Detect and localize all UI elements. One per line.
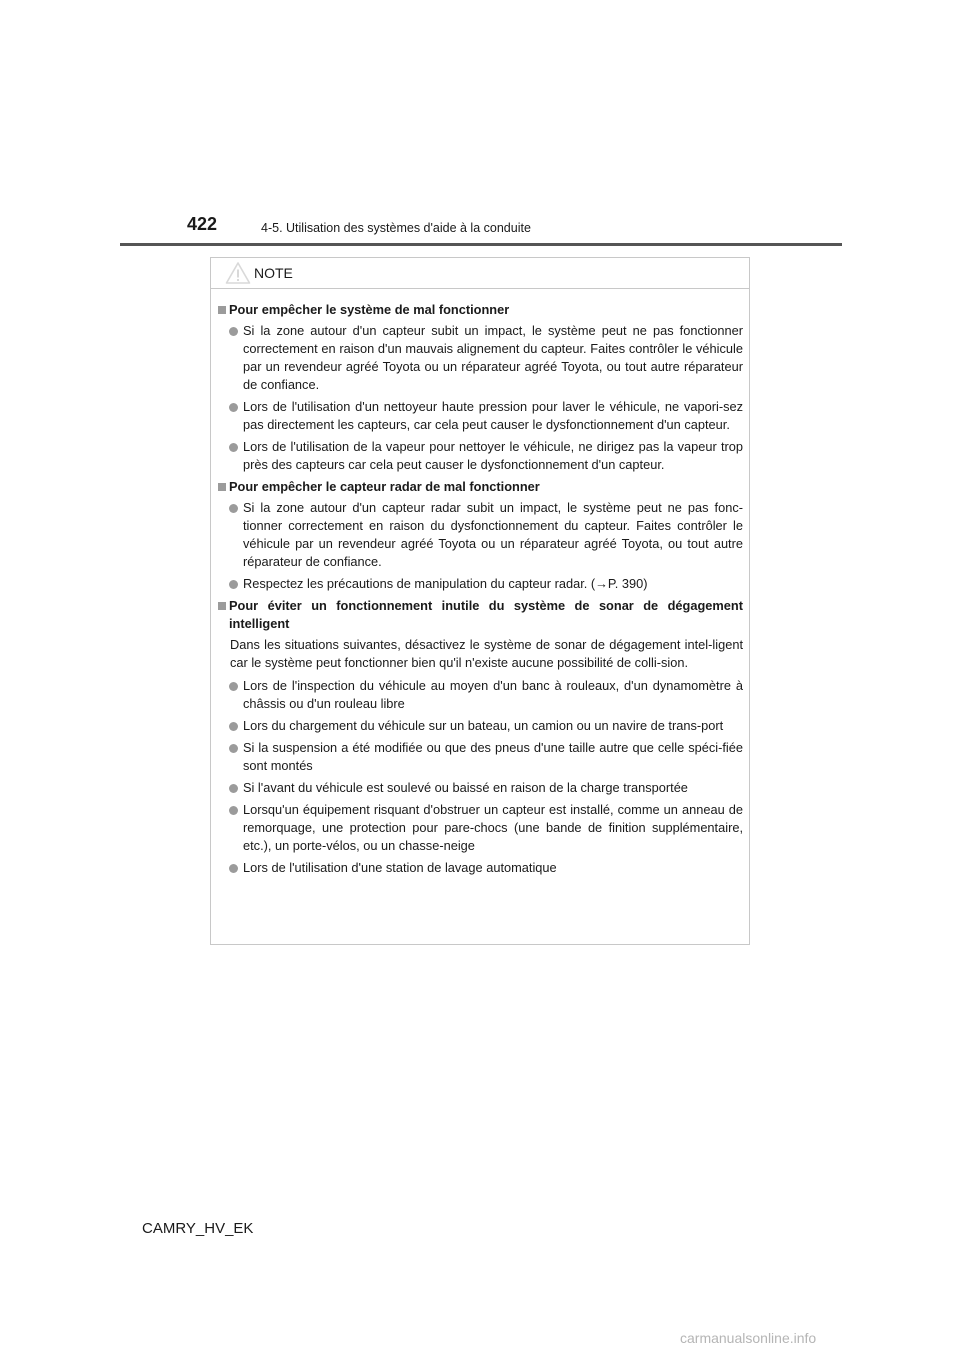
list-item-text: Respectez les précautions de manipulation du capteur radar. (→P. 390) — [243, 576, 648, 591]
list-item — [218, 575, 743, 593]
list-item — [218, 677, 743, 713]
round-bullet-icon — [229, 682, 238, 691]
round-bullet-icon — [229, 327, 238, 336]
header-rule — [120, 243, 842, 246]
warning-triangle-icon — [225, 261, 251, 285]
list-item — [218, 717, 743, 735]
list-item — [218, 739, 743, 775]
list-item-text: Si l'avant du véhicule est soulevé ou baissé en raison de la charge transportée — [243, 780, 688, 795]
round-bullet-icon — [229, 784, 238, 793]
list-item-text: Lorsqu'un équipement risquant d'obstruer un capteur est installé, comme un anneau de remorquage, une protection pour pare-chocs (une bande de finition supplémentaire, etc.), un porte-vélos, ou un chasse-neige — [243, 802, 743, 853]
round-bullet-icon — [229, 744, 238, 753]
note-header — [211, 258, 749, 289]
page-number: 422 — [187, 214, 218, 234]
list-item — [218, 398, 743, 434]
list-item-text: Lors de l'utilisation d'un nettoyeur haute pression pour laver le véhicule, ne vapori-sez pas directement les capteurs, car cela peut causer le dysfonctionnement d'un capteur. — [243, 399, 743, 432]
section-heading — [218, 478, 743, 496]
list-item-text: Lors de l'inspection du véhicule au moyen d'un banc à rouleaux, d'un dynamomètre à châssis ou d'un rouleau libre — [243, 678, 743, 711]
model-code: CAMRY_HV_EK — [142, 1220, 254, 1237]
square-bullet-icon — [218, 483, 226, 491]
list-item-text: Si la zone autour d'un capteur radar subit un impact, le système peut ne pas fonc-tionner correctement en raison du dysfonctionnement du capteur. Faites contrôler le véhicule par un revendeur agréé Toyota ou un réparateur agréé Toyota, ou tout autre réparateur de confiance. — [243, 500, 743, 569]
section-heading — [218, 301, 743, 319]
note-label: NOTE — [254, 265, 293, 281]
round-bullet-icon — [229, 443, 238, 452]
note-box — [210, 257, 750, 945]
section-heading-text: Pour empêcher le système de mal fonctionner — [229, 302, 510, 317]
list-item-text: Lors de l'utilisation de la vapeur pour nettoyer le véhicule, ne dirigez pas la vapeur trop près des capteurs car cela peut causer le dysfonctionnement d'un capteur. — [243, 439, 743, 472]
round-bullet-icon — [229, 806, 238, 815]
list-item-text: Si la zone autour d'un capteur subit un impact, le système peut ne pas fonctionner correctement en raison d'un mauvais alignement du capteur. Faites contrôler le véhicule par un revendeur agréé Toyota ou un réparateur agréé Toyota, ou tout autre réparateur de confiance. — [243, 323, 743, 392]
square-bullet-icon — [218, 306, 226, 314]
section-heading-text: Pour éviter un fonctionnement inutile du système de sonar de dégagement intelligent — [229, 598, 743, 631]
list-item — [218, 499, 743, 571]
list-item — [218, 438, 743, 474]
round-bullet-icon — [229, 722, 238, 731]
round-bullet-icon — [229, 403, 238, 412]
watermark: carmanualsonline.info — [680, 1330, 817, 1346]
list-item-text: Lors de l'utilisation d'une station de lavage automatique — [243, 860, 557, 875]
list-item-text: Si la suspension a été modifiée ou que des pneus d'une taille autre que celle spéci-fiée sont montés — [243, 740, 743, 773]
list-item — [218, 322, 743, 394]
list-item — [218, 859, 743, 877]
round-bullet-icon — [229, 504, 238, 513]
list-item — [218, 779, 743, 797]
square-bullet-icon — [218, 602, 226, 610]
note-body — [211, 289, 749, 877]
list-item — [218, 801, 743, 855]
section-heading-text: Pour empêcher le capteur radar de mal fonctionner — [229, 479, 540, 494]
section-heading — [218, 597, 743, 633]
section-title: 4-5. Utilisation des systèmes d'aide à la conduite — [261, 221, 531, 235]
list-item-text: Lors du chargement du véhicule sur un bateau, un camion ou un navire de trans-port — [243, 718, 724, 733]
section-paragraph: Dans les situations suivantes, désactivez le système de sonar de dégagement intel-ligent car le système peut fonctionner bien qu'il n'existe aucune possibilité de colli-sion. — [230, 637, 743, 670]
round-bullet-icon — [229, 580, 238, 589]
round-bullet-icon — [229, 864, 238, 873]
